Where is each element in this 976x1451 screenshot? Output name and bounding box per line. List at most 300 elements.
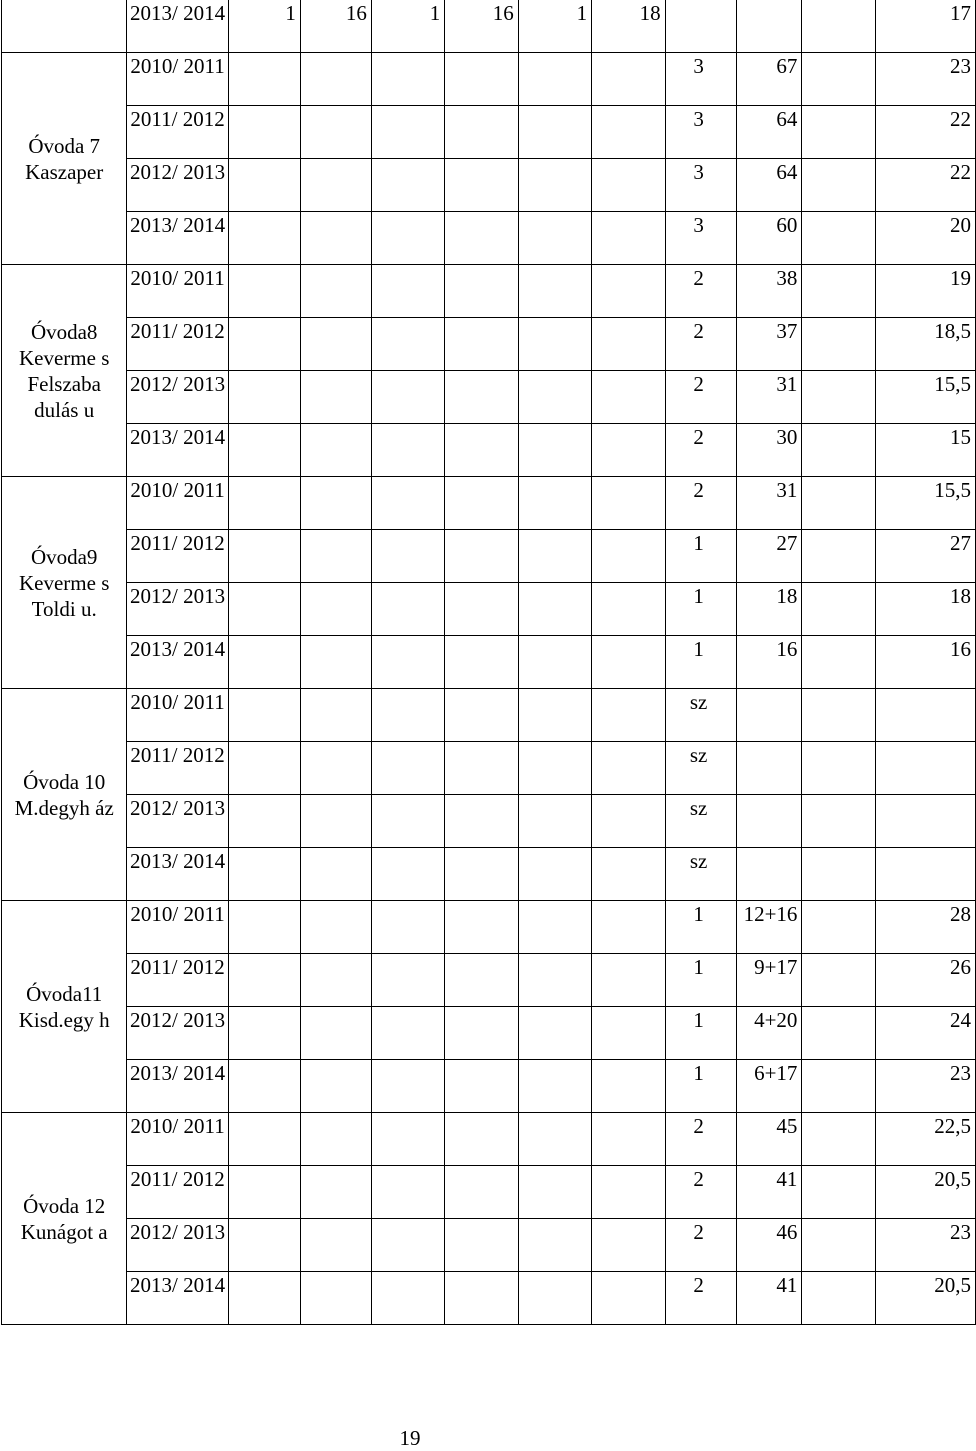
empty-cell — [228, 1219, 300, 1272]
empty-cell — [371, 477, 444, 530]
empty-cell — [300, 1166, 371, 1219]
empty-cell — [371, 1219, 444, 1272]
year-cell: 2011/ 2012 — [127, 106, 228, 159]
class-count-cell: 2 — [665, 1166, 736, 1219]
average-cell — [875, 742, 975, 795]
year-cell: 2013/ 2014 — [127, 636, 228, 689]
empty-cell — [371, 1272, 444, 1325]
empty-cell — [445, 265, 518, 318]
children-count-cell: 30 — [736, 424, 802, 477]
empty-cell — [518, 848, 591, 901]
value-cell: 18 — [592, 0, 665, 53]
class-count-cell: 3 — [665, 106, 736, 159]
empty-cell — [592, 212, 665, 265]
year-cell: 2012/ 2013 — [127, 1007, 228, 1060]
table-row — [2, 583, 976, 636]
empty-cell — [445, 1113, 518, 1166]
class-count-cell: 3 — [665, 53, 736, 106]
empty-cell — [592, 424, 665, 477]
children-count-cell: 6+17 — [736, 1060, 802, 1113]
empty-cell — [445, 742, 518, 795]
table-row — [2, 318, 976, 371]
empty-cell — [300, 1060, 371, 1113]
year-cell: 2011/ 2012 — [127, 742, 228, 795]
average-cell: 20,5 — [875, 1166, 975, 1219]
empty-cell — [802, 1272, 875, 1325]
year-cell: 2010/ 2011 — [127, 477, 228, 530]
children-count-cell: 64 — [736, 159, 802, 212]
empty-cell — [802, 159, 875, 212]
empty-cell — [518, 530, 591, 583]
institution-name: Óvoda 10 M.degyh áz — [14, 769, 114, 820]
children-count-cell: 12+16 — [736, 901, 802, 954]
empty-cell — [228, 1166, 300, 1219]
average-cell: 28 — [875, 901, 975, 954]
empty-cell — [300, 795, 371, 848]
empty-cell — [371, 901, 444, 954]
table-row — [2, 0, 976, 53]
children-count-cell — [736, 795, 802, 848]
value-cell: 16 — [445, 0, 518, 53]
year-cell: 2011/ 2012 — [127, 318, 228, 371]
empty-cell — [371, 318, 444, 371]
year-cell: 2010/ 2011 — [127, 901, 228, 954]
empty-cell — [371, 159, 444, 212]
average-cell: 20,5 — [875, 1272, 975, 1325]
empty-cell — [445, 1007, 518, 1060]
empty-cell — [445, 1219, 518, 1272]
average-cell: 24 — [875, 1007, 975, 1060]
institution-name: Óvoda9 Keverme s Toldi u. — [19, 544, 110, 621]
empty-cell — [300, 1007, 371, 1060]
children-count-cell: 38 — [736, 265, 802, 318]
children-count-cell: 41 — [736, 1166, 802, 1219]
year-cell: 2011/ 2012 — [127, 530, 228, 583]
year-cell: 2012/ 2013 — [127, 1219, 228, 1272]
average-cell: 15,5 — [875, 371, 975, 424]
empty-cell — [802, 901, 875, 954]
empty-cell — [371, 848, 444, 901]
empty-cell — [228, 1113, 300, 1166]
class-count-cell: 1 — [665, 530, 736, 583]
empty-cell — [228, 795, 300, 848]
empty-cell — [300, 265, 371, 318]
empty-cell — [592, 1166, 665, 1219]
empty-cell — [300, 742, 371, 795]
empty-cell — [228, 848, 300, 901]
empty-cell — [802, 636, 875, 689]
empty-cell — [592, 636, 665, 689]
institution-cell — [2, 1113, 127, 1325]
empty-cell — [802, 318, 875, 371]
year-cell: 2012/ 2013 — [127, 371, 228, 424]
table-row — [2, 530, 976, 583]
value-cell: 16 — [300, 0, 371, 53]
empty-cell — [518, 636, 591, 689]
empty-cell — [518, 954, 591, 1007]
average-cell: 27 — [875, 530, 975, 583]
table-row — [2, 424, 976, 477]
empty-cell — [445, 159, 518, 212]
empty-cell — [300, 318, 371, 371]
average-cell: 26 — [875, 954, 975, 1007]
value-cell: 1 — [518, 0, 591, 53]
table-row — [2, 477, 976, 530]
class-count-cell: 2 — [665, 1113, 736, 1166]
empty-cell — [371, 583, 444, 636]
average-cell: 19 — [875, 265, 975, 318]
empty-cell — [518, 1113, 591, 1166]
empty-cell — [371, 1166, 444, 1219]
institution-cell — [2, 689, 127, 901]
empty-cell — [802, 1007, 875, 1060]
empty-cell — [802, 742, 875, 795]
empty-cell — [802, 106, 875, 159]
empty-cell — [518, 1166, 591, 1219]
empty-cell — [300, 689, 371, 742]
empty-cell — [802, 954, 875, 1007]
empty-cell — [445, 318, 518, 371]
average-cell: 15 — [875, 424, 975, 477]
empty-cell — [592, 1007, 665, 1060]
class-count-cell: 1 — [665, 954, 736, 1007]
average-cell — [875, 848, 975, 901]
empty-cell — [300, 848, 371, 901]
empty-cell — [371, 53, 444, 106]
empty-cell — [802, 848, 875, 901]
value-cell: 1 — [228, 0, 300, 53]
empty-cell — [592, 795, 665, 848]
empty-cell — [518, 159, 591, 212]
institution-cell — [2, 901, 127, 1113]
empty-cell — [445, 53, 518, 106]
empty-cell — [802, 212, 875, 265]
empty-cell — [445, 583, 518, 636]
empty-cell — [802, 1219, 875, 1272]
empty-cell — [518, 265, 591, 318]
empty-cell — [518, 689, 591, 742]
empty-cell — [228, 1060, 300, 1113]
empty-cell — [802, 371, 875, 424]
empty-cell — [518, 212, 591, 265]
table-row — [2, 848, 976, 901]
empty-cell — [518, 795, 591, 848]
average-cell: 15,5 — [875, 477, 975, 530]
year-cell: 2013/ 2014 — [127, 848, 228, 901]
children-count-cell: 41 — [736, 1272, 802, 1325]
empty-cell — [802, 265, 875, 318]
empty-cell — [592, 530, 665, 583]
class-count-cell: 2 — [665, 265, 736, 318]
class-count-cell: sz — [665, 795, 736, 848]
empty-cell — [371, 795, 444, 848]
empty-cell — [228, 742, 300, 795]
table-row — [2, 265, 976, 318]
year-cell: 2011/ 2012 — [127, 1166, 228, 1219]
empty-cell — [371, 371, 444, 424]
year-cell: 2012/ 2013 — [127, 795, 228, 848]
class-count-cell: sz — [665, 742, 736, 795]
year-cell: 2012/ 2013 — [127, 159, 228, 212]
empty-cell — [228, 159, 300, 212]
children-count-cell: 45 — [736, 1113, 802, 1166]
average-cell — [875, 795, 975, 848]
empty-cell — [371, 212, 444, 265]
class-count-cell: 2 — [665, 1219, 736, 1272]
table-row — [2, 212, 976, 265]
empty-cell — [518, 477, 591, 530]
empty-cell — [445, 1166, 518, 1219]
institution-cell — [2, 53, 127, 265]
empty-cell — [802, 477, 875, 530]
empty-cell — [736, 0, 802, 53]
empty-cell — [518, 1060, 591, 1113]
empty-cell — [228, 212, 300, 265]
children-count-cell: 27 — [736, 530, 802, 583]
year-cell: 2013/ 2014 — [127, 1060, 228, 1113]
empty-cell — [228, 636, 300, 689]
empty-cell — [300, 53, 371, 106]
empty-cell — [802, 689, 875, 742]
table-row — [2, 901, 976, 954]
children-count-cell: 18 — [736, 583, 802, 636]
average-cell: 18 — [875, 583, 975, 636]
empty-cell — [228, 371, 300, 424]
empty-cell — [300, 901, 371, 954]
institution-cell — [2, 265, 127, 477]
average-cell: 23 — [875, 53, 975, 106]
children-count-cell: 31 — [736, 371, 802, 424]
empty-cell — [371, 106, 444, 159]
empty-cell — [371, 954, 444, 1007]
empty-cell — [592, 159, 665, 212]
year-cell: 2010/ 2011 — [127, 689, 228, 742]
empty-cell — [371, 530, 444, 583]
class-count-cell: sz — [665, 848, 736, 901]
average-cell: 23 — [875, 1219, 975, 1272]
empty-cell — [802, 530, 875, 583]
empty-cell — [300, 424, 371, 477]
empty-cell — [228, 1272, 300, 1325]
empty-cell — [371, 636, 444, 689]
empty-cell — [371, 742, 444, 795]
class-count-cell: 1 — [665, 1007, 736, 1060]
year-cell: 2011/ 2012 — [127, 954, 228, 1007]
statistics-table — [1, 0, 976, 1325]
empty-cell — [371, 265, 444, 318]
empty-cell — [592, 1219, 665, 1272]
children-count-cell: 31 — [736, 477, 802, 530]
empty-cell — [518, 106, 591, 159]
empty-cell — [228, 1007, 300, 1060]
table-row — [2, 106, 976, 159]
empty-cell — [518, 1007, 591, 1060]
empty-cell — [592, 848, 665, 901]
average-cell — [875, 689, 975, 742]
empty-cell — [445, 212, 518, 265]
year-cell: 2013/ 2014 — [127, 424, 228, 477]
empty-cell — [445, 795, 518, 848]
empty-cell — [592, 901, 665, 954]
empty-cell — [445, 1060, 518, 1113]
institution-name: Óvoda 7 Kaszaper — [25, 133, 104, 184]
children-count-cell: 46 — [736, 1219, 802, 1272]
empty-cell — [228, 689, 300, 742]
empty-cell — [371, 1113, 444, 1166]
empty-cell — [300, 636, 371, 689]
average-cell: 22,5 — [875, 1113, 975, 1166]
page-number: 19 — [399, 1426, 421, 1450]
empty-cell — [592, 371, 665, 424]
empty-cell — [228, 106, 300, 159]
children-count-cell: 9+17 — [736, 954, 802, 1007]
empty-cell — [228, 583, 300, 636]
class-count-cell: 2 — [665, 1272, 736, 1325]
empty-cell — [300, 583, 371, 636]
class-count-cell: 1 — [665, 583, 736, 636]
empty-cell — [300, 106, 371, 159]
table-row — [2, 1060, 976, 1113]
table-row — [2, 1219, 976, 1272]
year-cell: 2013/ 2014 — [127, 0, 228, 53]
empty-cell — [592, 106, 665, 159]
empty-cell — [228, 53, 300, 106]
table-row — [2, 636, 976, 689]
empty-cell — [228, 530, 300, 583]
children-count-cell — [736, 689, 802, 742]
empty-cell — [592, 53, 665, 106]
average-cell: 16 — [875, 636, 975, 689]
institution-cell — [2, 0, 127, 53]
table-row — [2, 53, 976, 106]
empty-cell — [371, 424, 444, 477]
empty-cell — [300, 1113, 371, 1166]
table-row — [2, 1007, 976, 1060]
empty-cell — [518, 901, 591, 954]
empty-cell — [445, 477, 518, 530]
empty-cell — [228, 265, 300, 318]
empty-cell — [300, 530, 371, 583]
empty-cell — [228, 424, 300, 477]
table-row — [2, 742, 976, 795]
empty-cell — [592, 265, 665, 318]
empty-cell — [592, 742, 665, 795]
children-count-cell — [736, 742, 802, 795]
year-cell: 2010/ 2011 — [127, 1113, 228, 1166]
children-count-cell — [736, 848, 802, 901]
table-row — [2, 159, 976, 212]
class-count-cell: 3 — [665, 159, 736, 212]
empty-cell — [665, 0, 736, 53]
value-cell: 1 — [371, 0, 444, 53]
empty-cell — [592, 689, 665, 742]
average-cell: 23 — [875, 1060, 975, 1113]
children-count-cell: 60 — [736, 212, 802, 265]
empty-cell — [445, 954, 518, 1007]
institution-name: Óvoda8 Keverme s Felszaba dulás u — [19, 319, 110, 422]
empty-cell — [802, 1113, 875, 1166]
empty-cell — [445, 530, 518, 583]
table-row — [2, 689, 976, 742]
empty-cell — [518, 1272, 591, 1325]
empty-cell — [802, 0, 875, 53]
average-cell: 18,5 — [875, 318, 975, 371]
table-row — [2, 1166, 976, 1219]
empty-cell — [300, 477, 371, 530]
empty-cell — [518, 742, 591, 795]
empty-cell — [802, 1166, 875, 1219]
empty-cell — [445, 689, 518, 742]
empty-cell — [518, 1219, 591, 1272]
empty-cell — [300, 1272, 371, 1325]
year-cell: 2010/ 2011 — [127, 53, 228, 106]
class-count-cell: 2 — [665, 371, 736, 424]
institution-name: Óvoda 12 Kunágot a — [20, 1193, 108, 1244]
table-row — [2, 371, 976, 424]
class-count-cell: 1 — [665, 901, 736, 954]
empty-cell — [592, 1113, 665, 1166]
empty-cell — [802, 53, 875, 106]
empty-cell — [518, 583, 591, 636]
empty-cell — [445, 106, 518, 159]
empty-cell — [592, 477, 665, 530]
table-row — [2, 954, 976, 1007]
institution-cell — [2, 477, 127, 689]
class-count-cell: 2 — [665, 424, 736, 477]
empty-cell — [300, 371, 371, 424]
empty-cell — [445, 371, 518, 424]
empty-cell — [371, 1007, 444, 1060]
empty-cell — [445, 1272, 518, 1325]
empty-cell — [300, 159, 371, 212]
table-row — [2, 1113, 976, 1166]
empty-cell — [228, 318, 300, 371]
empty-cell — [445, 636, 518, 689]
empty-cell — [445, 901, 518, 954]
empty-cell — [592, 954, 665, 1007]
empty-cell — [592, 583, 665, 636]
empty-cell — [228, 901, 300, 954]
table-row — [2, 1272, 976, 1325]
class-count-cell: 1 — [665, 1060, 736, 1113]
institution-name: Óvoda11 Kisd.egy h — [18, 981, 110, 1032]
average-cell: 22 — [875, 159, 975, 212]
empty-cell — [300, 954, 371, 1007]
table-row — [2, 795, 976, 848]
table-body — [2, 0, 976, 1325]
children-count-cell: 37 — [736, 318, 802, 371]
children-count-cell: 64 — [736, 106, 802, 159]
children-count-cell: 16 — [736, 636, 802, 689]
empty-cell — [802, 1060, 875, 1113]
year-cell: 2012/ 2013 — [127, 583, 228, 636]
empty-cell — [592, 318, 665, 371]
value-cell: 17 — [875, 0, 975, 53]
class-count-cell: 3 — [665, 212, 736, 265]
empty-cell — [300, 212, 371, 265]
empty-cell — [592, 1060, 665, 1113]
average-cell: 22 — [875, 106, 975, 159]
empty-cell — [371, 1060, 444, 1113]
empty-cell — [300, 1219, 371, 1272]
year-cell: 2013/ 2014 — [127, 212, 228, 265]
class-count-cell: 2 — [665, 318, 736, 371]
empty-cell — [518, 318, 591, 371]
empty-cell — [445, 424, 518, 477]
empty-cell — [518, 53, 591, 106]
average-cell: 20 — [875, 212, 975, 265]
children-count-cell: 4+20 — [736, 1007, 802, 1060]
